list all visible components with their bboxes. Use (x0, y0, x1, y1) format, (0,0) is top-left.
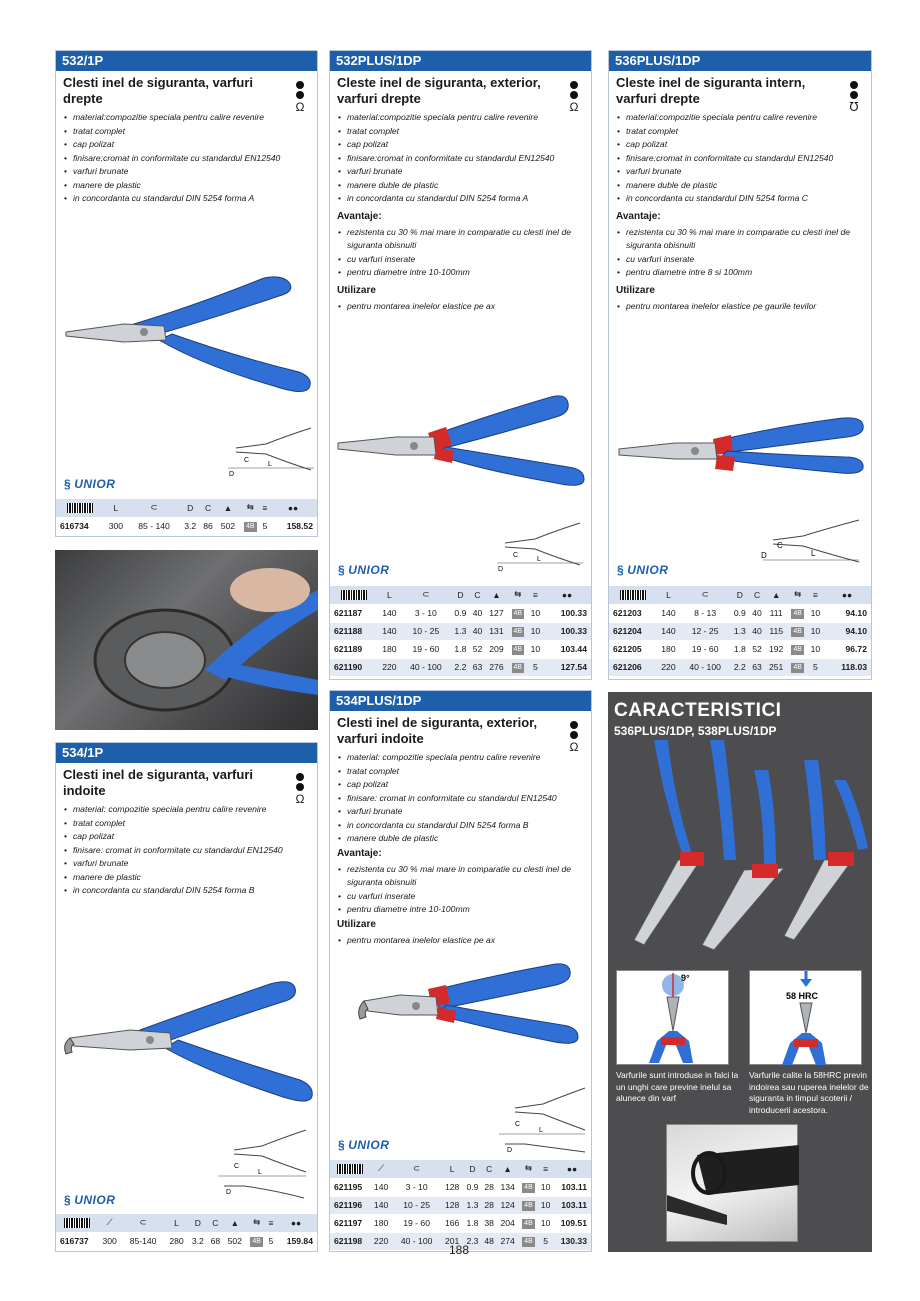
price-icon: ●● (823, 586, 871, 604)
spec-table: L ⊂ D C ▲ ⇆ ≡ ●● 621187 140 3 - 10 0.9 40 127 4B 10 100.33 621188 140 10 - 25 1.3 40 131 4B 10 100.33 621189 180 19 - 60 1.8 52 209 4B 10 103.44 621190 220 40 - 100 2.2 63 276 4B 5 127.54 (330, 586, 591, 676)
card-536plus-1dp (608, 50, 872, 680)
svg-text:D: D (498, 566, 504, 573)
symbol-marks: Ω (293, 81, 307, 113)
col-range-icon: ⊂ (392, 1160, 441, 1178)
card-534-1p (55, 742, 318, 1252)
qty-icon: ≡ (538, 1160, 553, 1178)
utilizare-heading: Utilizare (616, 284, 655, 296)
caracteristici-subtitle: 536PLUS/1DP, 538PLUS/1DP (614, 724, 777, 738)
brand-logo: § UNIOR (617, 563, 669, 577)
svg-text:C: C (234, 1163, 240, 1170)
symbol-marks: ℧ (847, 81, 861, 113)
svg-text:L: L (258, 1169, 262, 1176)
table-row: 621203 140 8 - 13 0.9 40 111 4B 10 94.10 (609, 604, 871, 622)
table-row: 621205 180 19 - 60 1.8 52 192 4B 10 96.72 (609, 640, 871, 658)
card-532plus-1dp (329, 50, 592, 680)
plier-image (64, 276, 314, 406)
plier-image (336, 391, 586, 506)
table-row: 621190 220 40 - 100 2.2 63 276 4B 5 127.54 (330, 658, 591, 676)
price-icon: ●● (275, 1214, 317, 1232)
table-row: 616734 300 85 - 140 3.2 86 502 4B 5 158.52 (56, 517, 317, 535)
svg-text:L: L (539, 1127, 543, 1134)
col-range-icon: ⊂ (121, 1214, 165, 1232)
dimension-diagram (759, 516, 864, 576)
table-row: 621189 180 19 - 60 1.8 52 209 4B 10 103.44 (330, 640, 591, 658)
dimension-diagram (495, 521, 585, 576)
spec-table: L ⊂ D C ▲ ⇆ ≡ ●● 621203 140 8 - 13 0.9 40 111 4B 10 94.10 621204 140 12 - 25 1.3 40 115 4B 10 94.10 621205 180 19 - 60 1.8 52 192 4B 10 96.72 621206 220 40 - 100 2.2 63 251 4B 5 118.03 (609, 586, 871, 676)
caracteristici-title: CARACTERISTICI (614, 700, 782, 721)
col-l: L (104, 499, 128, 517)
product-title: Cleste inel de siguranta, exterior, varfuri drepte (337, 75, 541, 106)
svg-text:L: L (268, 461, 272, 468)
table-row: 621206 220 40 - 100 2.2 63 251 4B 5 118.03 (609, 658, 871, 676)
product-code: 532PLUS/1DP (330, 51, 591, 71)
product-title: Clesti inel de siguranta, varfuri indoite (63, 767, 253, 798)
table-row: 621187 140 3 - 10 0.9 40 127 4B 10 100.33 (330, 604, 591, 622)
avantaje-list: • rezistenta cu 30 % mai mare in comparatie cu clesti inel de siguranta obisnuiti • cu varfuri inserate • pentru diametre intre 8 si 100mm (609, 224, 871, 280)
plier-image (350, 961, 585, 1071)
svg-text:D: D (761, 551, 767, 560)
svg-text:58 HRC: 58 HRC (786, 991, 819, 1001)
svg-text:L: L (811, 549, 816, 558)
product-code: 534PLUS/1DP (330, 691, 591, 711)
table-row: 621196 140 10 - 25 128 1.3 28 124 4B 10 103.11 (330, 1196, 591, 1214)
symbol-marks: Ω (567, 81, 581, 113)
symbol-marks: Ω (567, 721, 581, 753)
table-row: 621188 140 10 - 25 1.3 40 131 4B 10 100.33 (330, 622, 591, 640)
page-number: 188 (449, 1243, 470, 1257)
angle-icon: ⟋ (98, 1214, 121, 1232)
brand-logo: § UNIOR (64, 477, 116, 491)
svg-text:D: D (229, 471, 235, 478)
dimension-diagram (495, 1086, 587, 1156)
svg-text:C: C (515, 1121, 521, 1128)
plier-trio-image (614, 740, 868, 955)
avantaje-heading: Avantaje: (337, 210, 382, 222)
svg-text:D: D (226, 1189, 232, 1196)
weight-icon: ▲ (223, 1214, 246, 1232)
feature-list: • material: compozitie speciala pentru calire revenire • tratat complet • cap polizat • finisare: cromat in conformitate cu standardul EN12540 • varfuri brunate • manere de plastic • in concordanta cu standardul DIN 5254 forma B (56, 801, 317, 898)
col-range-icon: ⊂ (128, 499, 180, 517)
pack-icon: ⇆ (519, 1160, 538, 1178)
qty-icon: ≡ (808, 586, 823, 604)
svg-text:L: L (537, 556, 541, 563)
feature-list: • material:compozitie speciala pentru calire revenire • tratat complet • cap polizat • finisare:cromat in conformitate cu standardul EN12540 • varfuri brunate • manere duble de plastic • in concordanta cu standardul DIN 5254 forma C (609, 109, 871, 206)
usage-photo (55, 550, 318, 730)
svg-text:C: C (513, 552, 519, 559)
product-title: Clesti inel de siguranta, varfuri drepte (63, 75, 253, 106)
brand-logo: § UNIOR (338, 1138, 390, 1152)
caption-hrc: Varfurile calite la 58HRC previn indoirea sau ruperea inelelor de siguranta in timpul scoterii / introducerii acestora. (749, 1070, 869, 1115)
weight-icon: ▲ (765, 586, 788, 604)
col-range-icon: ⊂ (401, 586, 451, 604)
price-icon: ●● (553, 1160, 591, 1178)
svg-text:D: D (507, 1147, 513, 1154)
brand-logo: § UNIOR (338, 563, 390, 577)
spec-table: L ⊂ D C ▲ ⇆ ≡ ●● 616734 300 85 - 140 3.2 86 502 4B 5 158.52 (56, 499, 317, 535)
avantaje-heading: Avantaje: (616, 210, 661, 222)
svg-text:C: C (777, 541, 783, 550)
table-row: 621198 220 40 - 100 201 2.3 48 274 4B 5 130.33 (330, 1232, 591, 1250)
qty-icon: ≡ (261, 499, 269, 517)
utilizare-heading: Utilizare (337, 284, 376, 296)
table-row: 621204 140 12 - 25 1.3 40 115 4B 10 94.10 (609, 622, 871, 640)
dimension-diagram (214, 1128, 309, 1203)
brand-logo: § UNIOR (64, 1193, 116, 1207)
spec-table: ⟋ ⊂ L D C ▲ ⇆ ≡ ●● 616737 300 85-140 280 3.2 68 502 4B 5 159.84 (56, 1214, 317, 1250)
product-code: 536PLUS/1DP (609, 51, 871, 71)
angle-detail-box (616, 970, 729, 1065)
feature-list: • material:compozitie speciala pentru calire revenire • tratat complet • cap polizat • finisare:cromat in conformitate cu standardul EN12540 • varfuri brunate • manere de plastic • in concordanta cu standardul DIN 5254 forma A (56, 109, 317, 206)
plier-image (615, 411, 865, 491)
pack-icon: ⇆ (788, 586, 808, 604)
plier-image (60, 978, 315, 1118)
weight-icon: ▲ (497, 1160, 519, 1178)
table-row: 621197 180 19 - 60 166 1.8 38 204 4B 10 109.51 (330, 1214, 591, 1232)
utilizare-list: • pentru montarea inelelor elastice pe ax (330, 932, 591, 948)
feature-list: • material:compozitie speciala pentru calire revenire • tratat complet • cap polizat • finisare:cromat in conformitate cu standardul EN12540 • varfuri brunate • manere duble de plastic • in concordanta cu standardul DIN 5254 forma A (330, 109, 591, 206)
caracteristici-panel (608, 692, 872, 1252)
spec-table: ⟋ ⊂ L D C ▲ ⇆ ≡ ●● 621195 140 3 - 10 128 0.9 28 134 4B 10 103.11 621196 140 10 - 25 128 1.3 28 124 4B 10 103.11 621197 180 19 - 60 166 1.8 38 204 4B 10 109.51 621198 220 40 - 100 201 2.3 48 274 4B 5 130.33 (330, 1160, 591, 1250)
utilizare-list: • pentru montarea inelelor elastice pe gaurile tevilor (609, 298, 871, 314)
avantaje-heading: Avantaje: (337, 847, 382, 859)
pack-icon: ⇆ (240, 499, 261, 517)
price-icon: ●● (543, 586, 591, 604)
table-row: 621195 140 3 - 10 128 0.9 28 134 4B 10 103.11 (330, 1178, 591, 1196)
svg-text:C: C (244, 457, 250, 464)
card-534plus-1dp (329, 690, 592, 1252)
symbol-marks: Ω (293, 773, 307, 805)
avantaje-list: • rezistenta cu 30 % mai mare in comparatie cu clesti inel de siguranta obisnuiti • cu varfuri inserate • pentru diametre intre 10-100mm (330, 224, 591, 280)
product-title: Clesti inel de siguranta, exterior, varfuri indoite (337, 715, 538, 746)
table-row: 616737 300 85-140 280 3.2 68 502 4B 5 159.84 (56, 1232, 317, 1250)
caption-angle: Varfurile sunt introduse in falci la un unghi care previne inelul sa alunece din varf (616, 1070, 739, 1103)
card-532-1p (55, 50, 318, 537)
col-range-icon: ⊂ (680, 586, 730, 604)
utilizare-heading: Utilizare (337, 918, 376, 930)
feature-list: • material: compozitie speciala pentru calire revenire • tratat complet • cap polizat • finisare: cromat in conformitate cu standardul EN12540 • varfuri brunate • in concordanta cu standardul DIN 5254 forma B • manere duble de plastic (330, 749, 591, 846)
weight-icon: ▲ (485, 586, 508, 604)
avantaje-list: • rezistenta cu 30 % mai mare in comparatie cu clesti inel de siguranta obisnuiti • cu varfuri inserate • pentru diametre intre 10-100mm (330, 861, 591, 917)
utilizare-list: • pentru montarea inelelor elastice pe ax (330, 298, 591, 314)
price-icon: ●● (269, 499, 317, 517)
product-code: 534/1P (56, 743, 317, 763)
pack-icon: ⇆ (508, 586, 528, 604)
svg-text:9°: 9° (681, 973, 690, 983)
weight-icon: ▲ (216, 499, 240, 517)
angle-icon: ⟋ (370, 1160, 392, 1178)
qty-icon: ≡ (267, 1214, 275, 1232)
qty-icon: ≡ (528, 586, 543, 604)
hrc-detail-box (749, 970, 862, 1065)
ring-closeup-image (666, 1124, 798, 1242)
product-title: Cleste inel de siguranta intern, varfuri drepte (616, 75, 806, 106)
product-code: 532/1P (56, 51, 317, 71)
pack-icon: ⇆ (246, 1214, 266, 1232)
dimension-diagram (226, 426, 316, 481)
